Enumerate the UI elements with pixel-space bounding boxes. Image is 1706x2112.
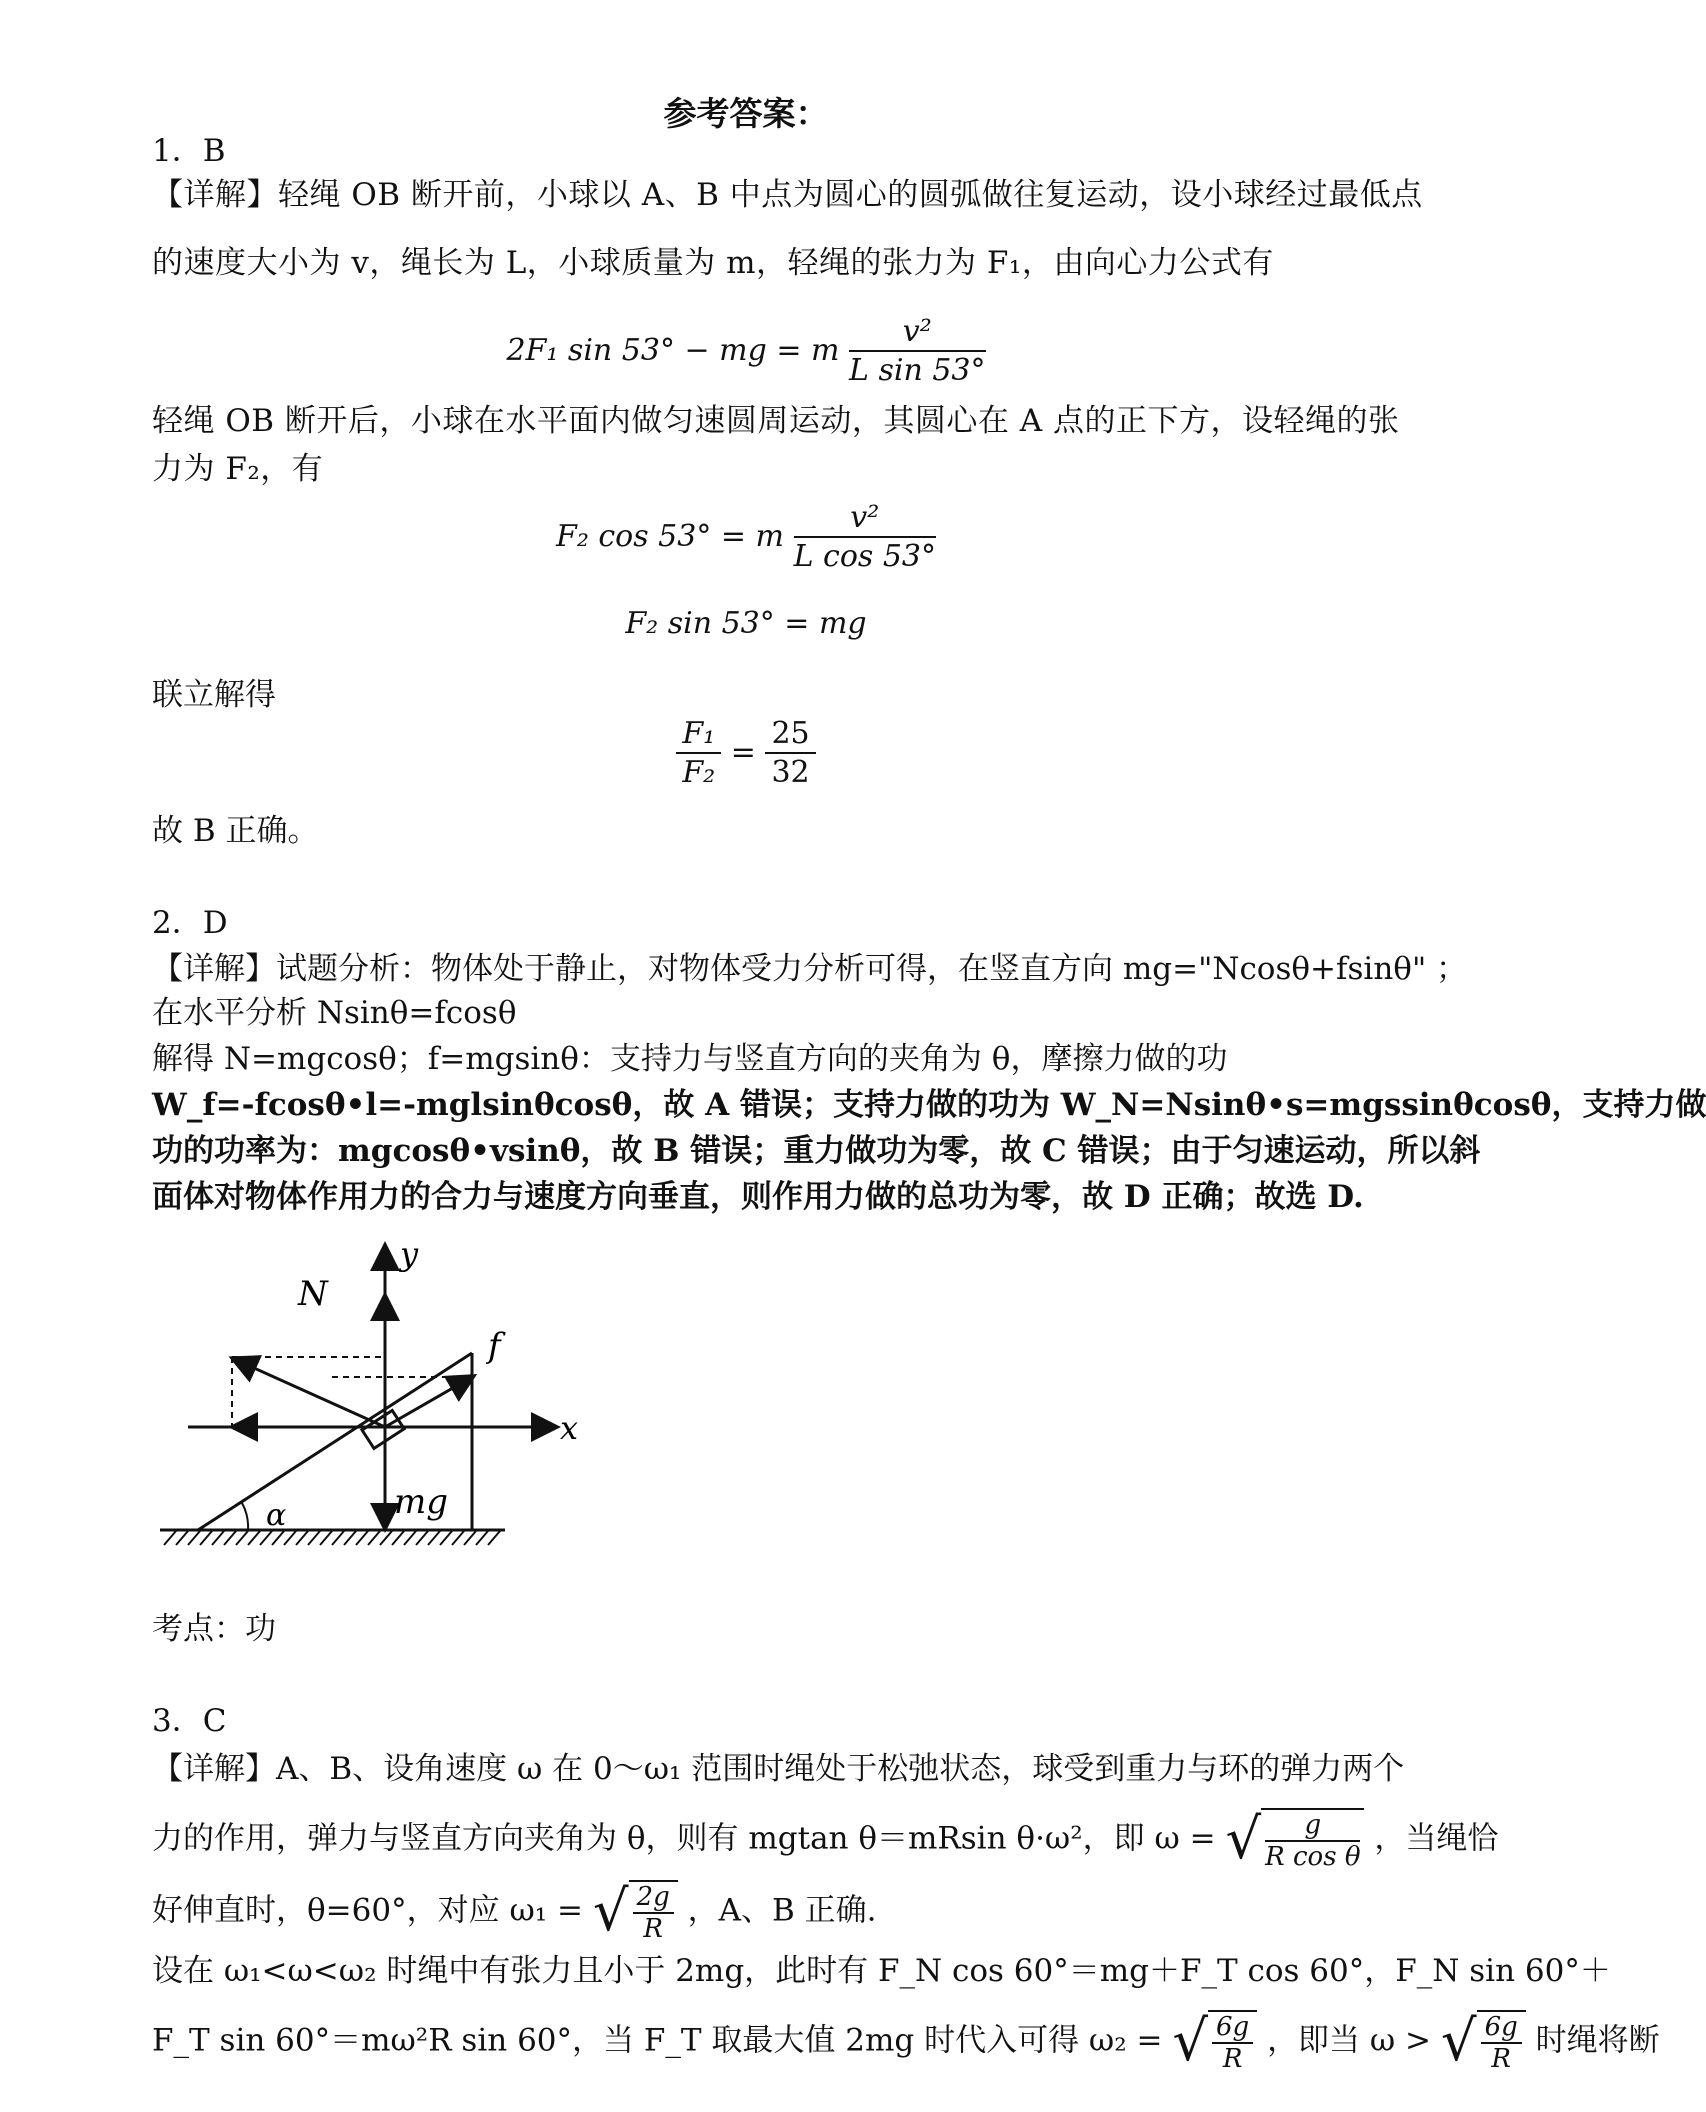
ground bbox=[160, 1530, 505, 1545]
q3-line2 bbox=[152, 1808, 1498, 1872]
q3-line5-text: F_T sin 60°＝mω²R sin 60°，当 F_T 取最大值 2mg 时代入可得 ω₂ = bbox=[152, 2022, 1163, 2059]
q3-line5-mid: ，即当 ω > bbox=[1267, 2022, 1432, 2059]
q1-after-line2: 力为 F₂，有 bbox=[152, 451, 324, 487]
q1-after-line1: 轻绳 OB 断开后，小球在水平面内做匀速圆周运动，其圆心在 A 点的正下方，设轻绳的张 bbox=[152, 403, 1400, 439]
ratio-rhs bbox=[765, 716, 815, 792]
eq1-numerator: v² bbox=[849, 314, 985, 352]
q1-equation-3: F₂ sin 53° = mg bbox=[625, 606, 867, 641]
eq1-left: 2F₁ sin 53° − mg = m bbox=[506, 333, 840, 368]
sqrt3-den: R bbox=[1222, 2044, 1243, 2074]
eq2-fraction bbox=[794, 500, 936, 576]
eq1-fraction bbox=[849, 314, 985, 390]
ratio-equals: = bbox=[730, 735, 756, 770]
q3-line3-tail: ，A、B 正确. bbox=[687, 1892, 877, 1929]
q3-line5-tail: 时绳将断 bbox=[1535, 2022, 1660, 2059]
q3-number: 3．C bbox=[152, 1703, 227, 1739]
q3-line3-text: 好伸直时，θ=60°，对应 ω₁ = bbox=[152, 1892, 583, 1929]
q1-conclusion: 故 B 正确。 bbox=[152, 813, 319, 849]
eq2-denominator: L cos 53° bbox=[793, 539, 936, 574]
q1-ratio bbox=[0, 716, 1492, 792]
ratio-rhs-den: 32 bbox=[771, 755, 810, 790]
label-y: y bbox=[400, 1235, 419, 1273]
q3-line2-text: 力的作用，弹力与竖直方向夹角为 θ，则有 mgtan θ＝mRsin θ·ω²，即 ω = bbox=[152, 1820, 1216, 1857]
ratio-lhs-num: F₁ bbox=[676, 716, 721, 754]
q2-line3: 解得 N=mgcosθ；f=mgsinθ：支持力与竖直方向的夹角为 θ，摩擦力做的功 bbox=[152, 1041, 1228, 1077]
q1-detail-line2: 的速度大小为 v，绳长为 L，小球质量为 m，轻绳的张力为 F₁，由向心力公式有 bbox=[152, 245, 1274, 281]
q1-solve-label: 联立解得 bbox=[152, 677, 276, 713]
force-diagram bbox=[150, 1235, 590, 1565]
sqrt2-den: R bbox=[643, 1914, 663, 1944]
label-mg: mg bbox=[394, 1482, 449, 1522]
q3-line5 bbox=[152, 2010, 1660, 2074]
q3-line1: 【详解】A、B、设角速度 ω 在 0～ω₁ 范围时绳处于松弛状态，球受到重力与环的弹力两个 bbox=[152, 1751, 1405, 1787]
q3-line2-tail: ，当绳恰 bbox=[1374, 1820, 1499, 1857]
q3-line3 bbox=[152, 1880, 876, 1944]
sqrt4-den: R bbox=[1491, 2044, 1511, 2074]
sqrt-6g-over-r-2: √ $\frac{6g}{R}$ bbox=[1441, 2010, 1526, 2074]
q3-line4: 设在 ω₁<ω<ω₂ 时绳中有张力且小于 2mg，此时有 F_N cos 60°＝mg＋F_T cos 60°，F_N sin 60°＋ bbox=[152, 1953, 1611, 1989]
q2-kaodian: 考点：功 bbox=[152, 1611, 276, 1647]
q1-equation-2 bbox=[0, 500, 1492, 576]
ratio-rhs-num: 25 bbox=[765, 716, 815, 754]
normal-force-arrow bbox=[234, 1359, 385, 1427]
sqrt4-num: 6g bbox=[1481, 2012, 1522, 2044]
ratio-lhs-den: F₂ bbox=[682, 755, 716, 790]
q1-detail-line1: 【详解】轻绳 OB 断开前，小球以 A、B 中点为圆心的圆弧做往复运动，设小球经过最低点 bbox=[152, 177, 1423, 213]
q2-line6: 面体对物体作用力的合力与速度方向垂直，则作用力做的总功为零，故 D 正确；故选 D. bbox=[152, 1179, 1364, 1215]
q2-line2: 在水平分析 Nsinθ=fcosθ bbox=[152, 995, 517, 1031]
label-x: x bbox=[560, 1409, 579, 1447]
eq1-denominator: L sin 53° bbox=[849, 353, 986, 388]
page-title: 参考答案： bbox=[663, 94, 829, 133]
q2-line4: W_f=-fcosθ•l=-mglsinθcosθ，故 A 错误；支持力做的功为 W_N=Nsinθ•s=mgssinθcosθ，支持力做 bbox=[152, 1087, 1706, 1123]
sqrt-6g-over-r: √ $\frac{6g}{R}$ bbox=[1172, 2010, 1257, 2074]
ratio-lhs bbox=[676, 716, 721, 792]
eq2-numerator: v² bbox=[794, 500, 936, 538]
q2-line1: 【详解】试题分析：物体处于静止，对物体受力分析可得，在竖直方向 mg="Ncosθ+fsinθ" ； bbox=[152, 951, 1468, 987]
sqrt1-num: g bbox=[1265, 1810, 1360, 1842]
q1-number: 1．B bbox=[152, 133, 226, 169]
label-alpha: α bbox=[266, 1498, 287, 1533]
q2-number: 2．D bbox=[152, 905, 228, 941]
sqrt1-den: R cos θ bbox=[1265, 1842, 1361, 1872]
eq2-left: F₂ cos 53° = m bbox=[556, 519, 785, 554]
angle-arc bbox=[242, 1503, 248, 1530]
block bbox=[362, 1410, 404, 1448]
label-f: f bbox=[488, 1326, 501, 1366]
q1-equation-1 bbox=[0, 314, 1492, 390]
q2-line5: 功的功率为：mgcosθ•vsinθ，故 B 错误；重力做功为零，故 C 错误；由于匀速运动，所以斜 bbox=[152, 1133, 1481, 1169]
sqrt-g-over-rcos: √ $\frac{g}{\text{R cos θ}}$ bbox=[1225, 1808, 1364, 1872]
label-N: N bbox=[298, 1274, 328, 1314]
sqrt-2g-over-r: √ $\frac{2g}{R}$ bbox=[593, 1880, 678, 1944]
sqrt3-num: 6g bbox=[1212, 2012, 1253, 2044]
sqrt2-num: 2g bbox=[633, 1882, 674, 1914]
